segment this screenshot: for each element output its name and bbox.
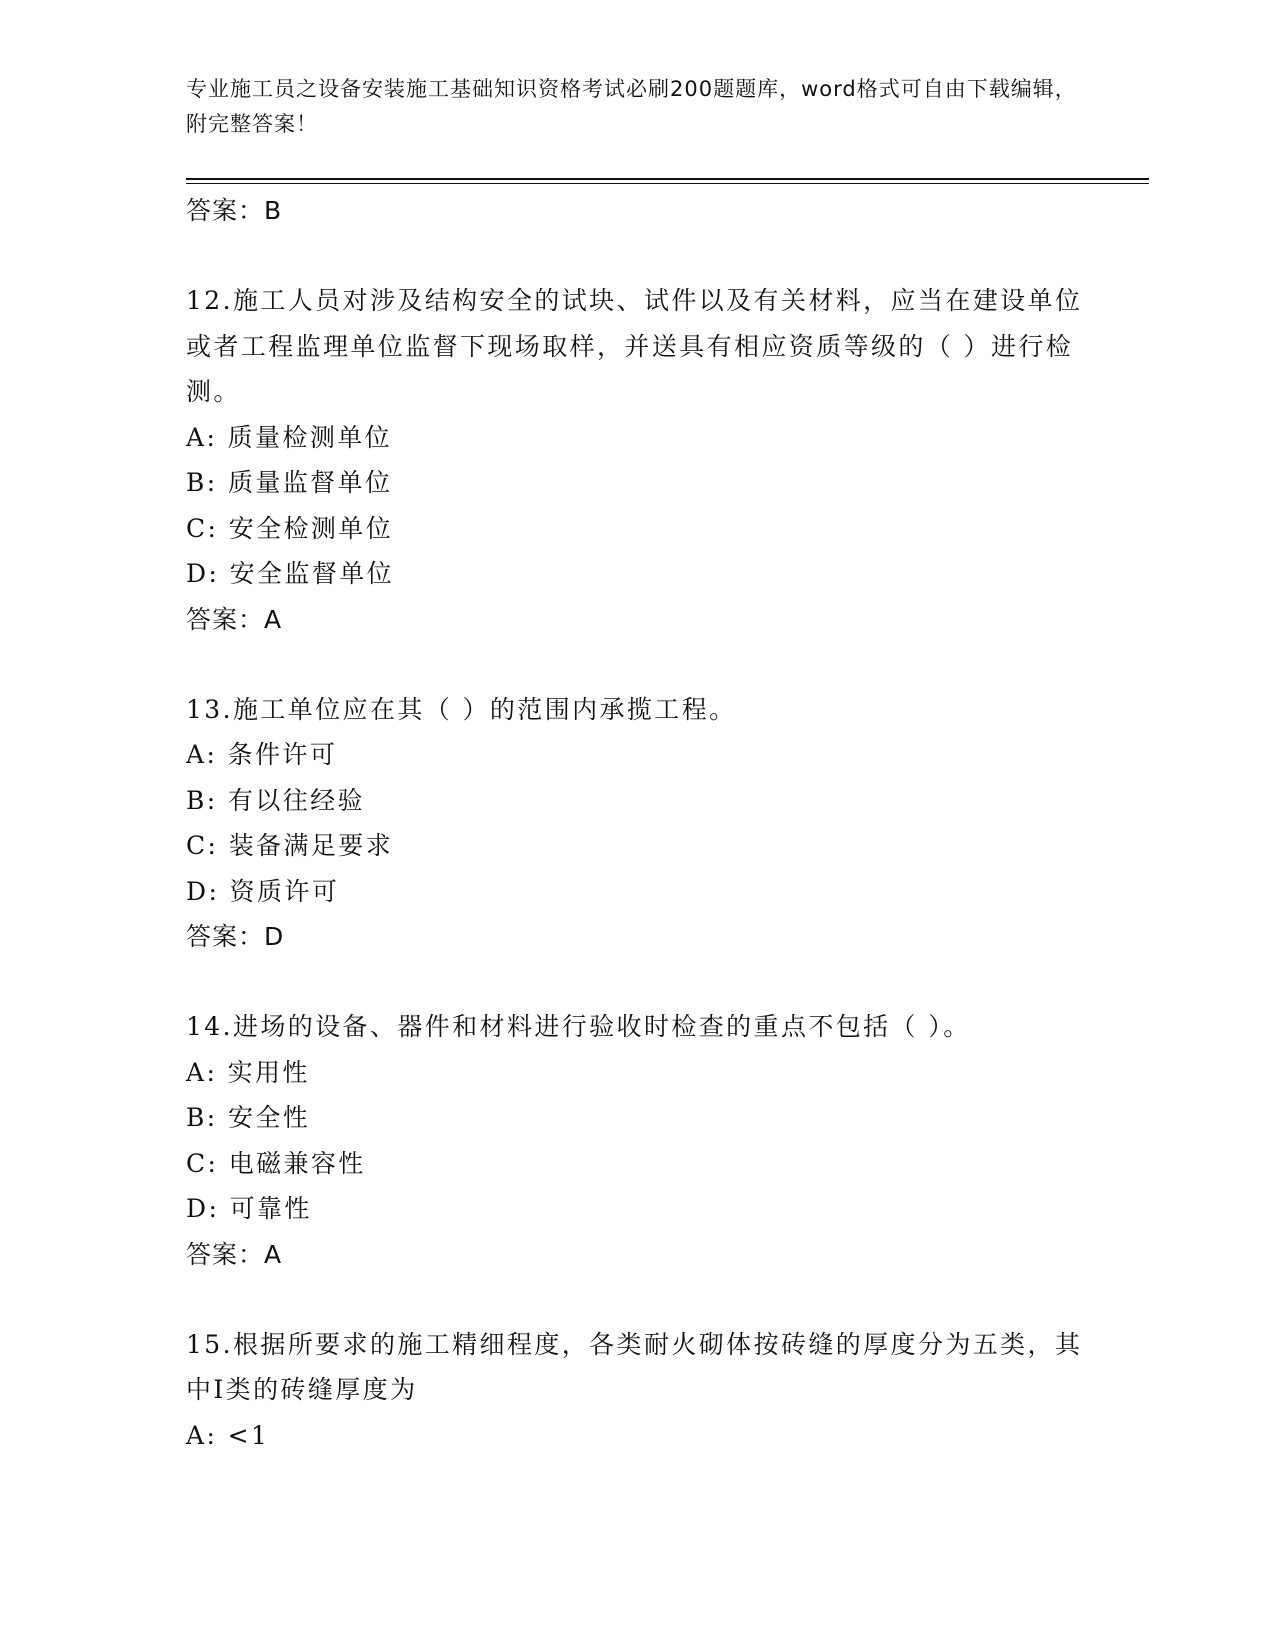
option-a: A: <1 bbox=[186, 1420, 270, 1450]
option-c: C: 电磁兼容性 bbox=[186, 1148, 366, 1178]
option-d: D: 安全监督单位 bbox=[186, 559, 395, 588]
option-a: A: 条件许可 bbox=[186, 740, 338, 769]
question-answer: 答案：D bbox=[186, 922, 285, 951]
previous-answer: 答案：B bbox=[186, 196, 283, 225]
option-b: B: 有以往经验 bbox=[186, 785, 365, 815]
question-stem: 12.施工人员对涉及结构安全的试块、试件以及有关材料，应当在建设单位或者工程监理单位监督下现场取样，并送具有相应资质等级的（ ）进行检测。 bbox=[186, 286, 1083, 406]
option-a: A: 实用性 bbox=[186, 1057, 310, 1087]
question-answer: 答案：A bbox=[186, 604, 283, 634]
option-a: A: 质量检测单位 bbox=[186, 422, 393, 452]
question-stem: 15.根据所要求的施工精细程度，各类耐火砌体按砖缝的厚度分为五类，其中Ⅰ类的砖缝厚度为 bbox=[186, 1329, 1083, 1404]
question-list bbox=[186, 188, 1086, 1458]
question-12 bbox=[186, 278, 1086, 643]
option-d: D: 可靠性 bbox=[186, 1194, 312, 1223]
option-b: B: 质量监督单位 bbox=[186, 468, 393, 497]
question-stem: 14.进场的设备、器件和材料进行验收时检查的重点不包括（ ）。 bbox=[186, 1012, 971, 1041]
document-header: 专业施工员之设备安装施工基础知识资格考试必刷200题题库，word格式可自由下载编辑，附完整答案！ bbox=[186, 77, 1077, 136]
option-d: D: 资质许可 bbox=[186, 876, 340, 906]
header-rule-thick bbox=[186, 178, 1149, 180]
question-answer: 答案：A bbox=[186, 1239, 283, 1269]
question-13 bbox=[186, 687, 1086, 961]
option-b: B: 安全性 bbox=[186, 1103, 311, 1132]
header-rule-thin bbox=[186, 183, 1149, 184]
option-c: C: 安全检测单位 bbox=[186, 513, 394, 543]
question-14 bbox=[186, 1004, 1086, 1278]
option-c: C: 装备满足要求 bbox=[186, 831, 394, 860]
question-stem: 13.施工单位应在其（ ）的范围内承揽工程。 bbox=[186, 694, 737, 724]
question-15 bbox=[186, 1322, 1086, 1459]
